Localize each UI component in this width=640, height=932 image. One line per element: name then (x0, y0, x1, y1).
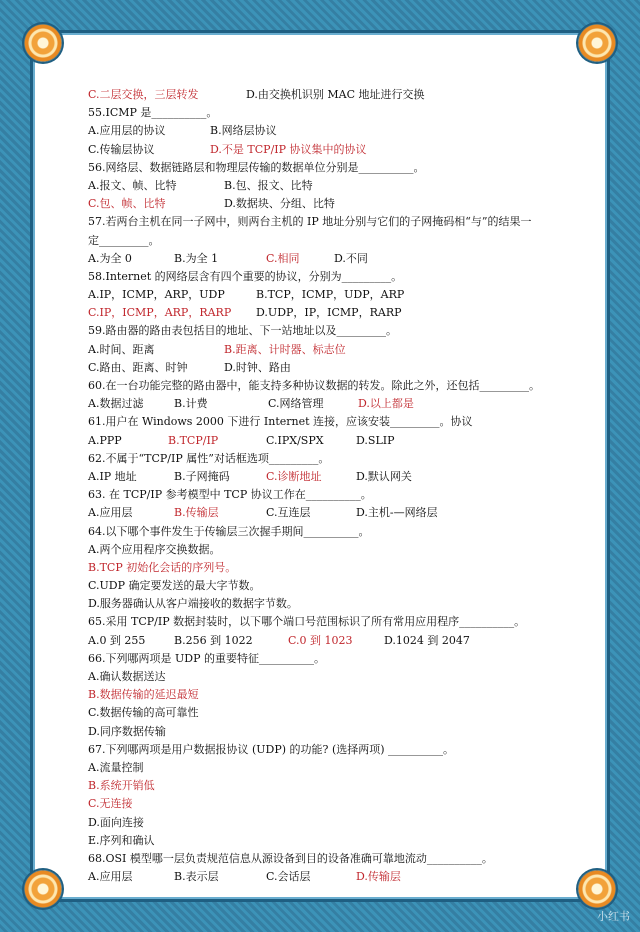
answer-option: A.应用层 (88, 870, 133, 884)
answer-option: D.默认网关 (356, 469, 412, 483)
text-line (88, 795, 598, 813)
text-line (88, 759, 598, 777)
question-text: C.UDP 确定要发送的最大字节数。 (88, 579, 261, 593)
question-text: C.数据传输的高可靠性 (88, 706, 199, 720)
answer-option: B.TCP，ICMP，UDP，ARP (256, 288, 405, 302)
answer-option-correct: D.不是 TCP/IP 协议集中的协议 (210, 142, 367, 156)
answer-option: A.IP 地址 (88, 469, 137, 483)
text-line (88, 322, 598, 340)
answer-option: C.网络管理 (268, 397, 324, 411)
text-line (88, 486, 598, 504)
question-text: D.服务器确认从客户端接收的数据字节数。 (88, 597, 298, 611)
answer-option: D.时钟、路由 (224, 360, 291, 374)
answer-option: B.包、报文、比特 (224, 178, 313, 192)
answer-option: B.子网掩码 (174, 469, 230, 483)
answer-option: D.由交换机识别 MAC 地址进行交换 (246, 88, 425, 101)
answer-option-correct: D.传输层 (356, 870, 401, 884)
question-list (88, 86, 598, 886)
text-line (88, 777, 598, 795)
answer-option: D.数据块、分组、比特 (224, 197, 335, 211)
answer-option-correct: C.0 到 1023 (288, 633, 353, 647)
question-text: A.流量控制 (88, 760, 144, 774)
question-text: 63. 在 TCP/IP 参考模型中 TCP 协议工作在__________。 (88, 488, 372, 502)
answer-option: C.IPX/SPX (266, 433, 324, 447)
question-text: 61.用户在 Windows 2000 下进行 Internet 连接，应该安装_________。协议 (88, 415, 473, 429)
question-text: 55.ICMP 是__________。 (88, 106, 218, 120)
question-text: 66.下列哪两项是 UDP 的重要特征__________。 (88, 651, 325, 665)
answer-option-correct: C.IP，ICMP，ARP，RARP (88, 306, 232, 320)
answer-option: C.传输层协议 (88, 142, 155, 156)
answer-option: D.1024 到 2047 (384, 633, 470, 647)
text-line (88, 504, 598, 522)
answer-option: C.路由、距离、时钟 (88, 360, 188, 374)
text-line (88, 613, 598, 631)
text-line (88, 104, 598, 122)
text-line (88, 595, 598, 613)
text-line (88, 559, 598, 577)
answer-option-correct: B.TCP 初始化会话的序列号。 (88, 560, 237, 574)
question-text: 56.网络层、数据链路层和物理层传输的数据单位分别是__________。 (88, 160, 425, 174)
question-text: 62.不属于“TCP/IP 属性”对话框选项_________。 (88, 451, 330, 465)
text-line (88, 850, 598, 868)
text-line (88, 432, 598, 450)
answer-option-correct: D.以上都是 (358, 397, 414, 411)
text-line (88, 541, 598, 559)
text-line (88, 450, 598, 468)
text-line (88, 232, 598, 250)
watermark: 小红书 (597, 910, 630, 923)
answer-option: D.UDP，IP，ICMP，RARP (256, 306, 402, 320)
text-line (88, 523, 598, 541)
question-text: 60.在一台功能完整的路由器中，能支持多种协议数据的转发。除此之外，还包括_________。 (88, 379, 540, 393)
answer-option-correct: B.TCP/IP (168, 433, 219, 447)
answer-option-correct: C.相同 (266, 251, 300, 265)
answer-option: B.计费 (174, 397, 208, 411)
answer-option: A.IP，ICMP，ARP，UDP (88, 288, 225, 302)
answer-option: D.主机-—网络层 (356, 506, 438, 520)
answer-option-correct: C.二层交换，三层转发 (88, 88, 199, 101)
text-line (88, 86, 598, 104)
text-line (88, 250, 598, 268)
question-text: 57.若两台主机在同一子网中，则两台主机的 IP 地址分别与它们的子网掩码相“与”的结果一 (88, 215, 532, 229)
answer-option-correct: C.包、帧、比特 (88, 197, 166, 211)
answer-option-correct: C.无连接 (88, 797, 133, 811)
corner-ornament-top-right-icon (578, 24, 616, 62)
text-line (88, 632, 598, 650)
answer-option: A.应用层 (88, 506, 133, 520)
answer-option-correct: B.传输层 (174, 506, 219, 520)
text-line (88, 577, 598, 595)
answer-option: A.PPP (88, 433, 122, 447)
text-line (88, 814, 598, 832)
text-line (88, 741, 598, 759)
text-line (88, 177, 598, 195)
question-text: 58.Internet 的网络层含有四个重要的协议，分别为_________。 (88, 269, 403, 283)
text-line (88, 286, 598, 304)
text-line (88, 395, 598, 413)
text-line (88, 213, 598, 231)
question-text: 67.下列哪两项是用户数据报协议 (UDP) 的功能? (选择两项) __________。 (88, 742, 455, 756)
answer-option: A.报文、帧、比特 (88, 178, 177, 192)
answer-option: A.应用层的协议 (88, 124, 166, 138)
answer-option-correct: C.诊断地址 (266, 469, 322, 483)
answer-option: B.为全 1 (174, 251, 219, 265)
answer-option: D.SLIP (356, 433, 395, 447)
text-line (88, 668, 598, 686)
answer-option: A.为全 0 (88, 251, 132, 265)
text-line (88, 341, 598, 359)
question-text: A.确认数据送达 (88, 670, 166, 684)
text-line (88, 413, 598, 431)
text-line (88, 159, 598, 177)
corner-ornament-bottom-left-icon (24, 870, 62, 908)
text-line (88, 268, 598, 286)
answer-option-correct: B.系统开销低 (88, 779, 155, 793)
question-text: 68.OSI 模型哪一层负责规范信息从源设备到目的设备准确可靠地流动__________。 (88, 851, 493, 865)
answer-option: C.互连层 (266, 506, 311, 520)
text-line (88, 122, 598, 140)
corner-ornament-top-left-icon (24, 24, 62, 62)
text-line (88, 195, 598, 213)
answer-option: C.会话层 (266, 870, 311, 884)
text-line (88, 377, 598, 395)
answer-option: A.0 到 255 (88, 633, 146, 647)
question-text: 65.采用 TCP/IP 数据封装时，以下哪个端口号范围标识了所有常用应用程序__________。 (88, 615, 526, 629)
answer-option: A.数据过滤 (88, 397, 144, 411)
question-text: 定_________。 (88, 233, 160, 247)
text-line (88, 723, 598, 741)
text-line (88, 832, 598, 850)
text-line (88, 359, 598, 377)
text-line (88, 686, 598, 704)
text-line (88, 468, 598, 486)
question-text: D.同序数据传输 (88, 724, 166, 738)
answer-option: D.不同 (334, 251, 368, 265)
answer-option-correct: B.数据传输的延迟最短 (88, 688, 199, 702)
question-text: E.序列和确认 (88, 833, 155, 847)
answer-option: B.表示层 (174, 870, 219, 884)
text-line (88, 650, 598, 668)
answer-option-correct: B.距离、计时器、标志位 (224, 342, 346, 356)
question-text: 59.路由器的路由表包括目的地址、下一站地址以及_________。 (88, 324, 397, 338)
question-text: D.面向连接 (88, 815, 144, 829)
text-line (88, 868, 598, 886)
text-line (88, 141, 598, 159)
answer-option: B.256 到 1022 (174, 633, 253, 647)
question-text: 64.以下哪个事件发生于传输层三次握手期间__________。 (88, 524, 370, 538)
answer-option: B.网络层协议 (210, 124, 277, 138)
text-line (88, 704, 598, 722)
answer-option: A.时间、距离 (88, 342, 155, 356)
text-line (88, 304, 598, 322)
question-text: A.两个应用程序交换数据。 (88, 542, 221, 556)
